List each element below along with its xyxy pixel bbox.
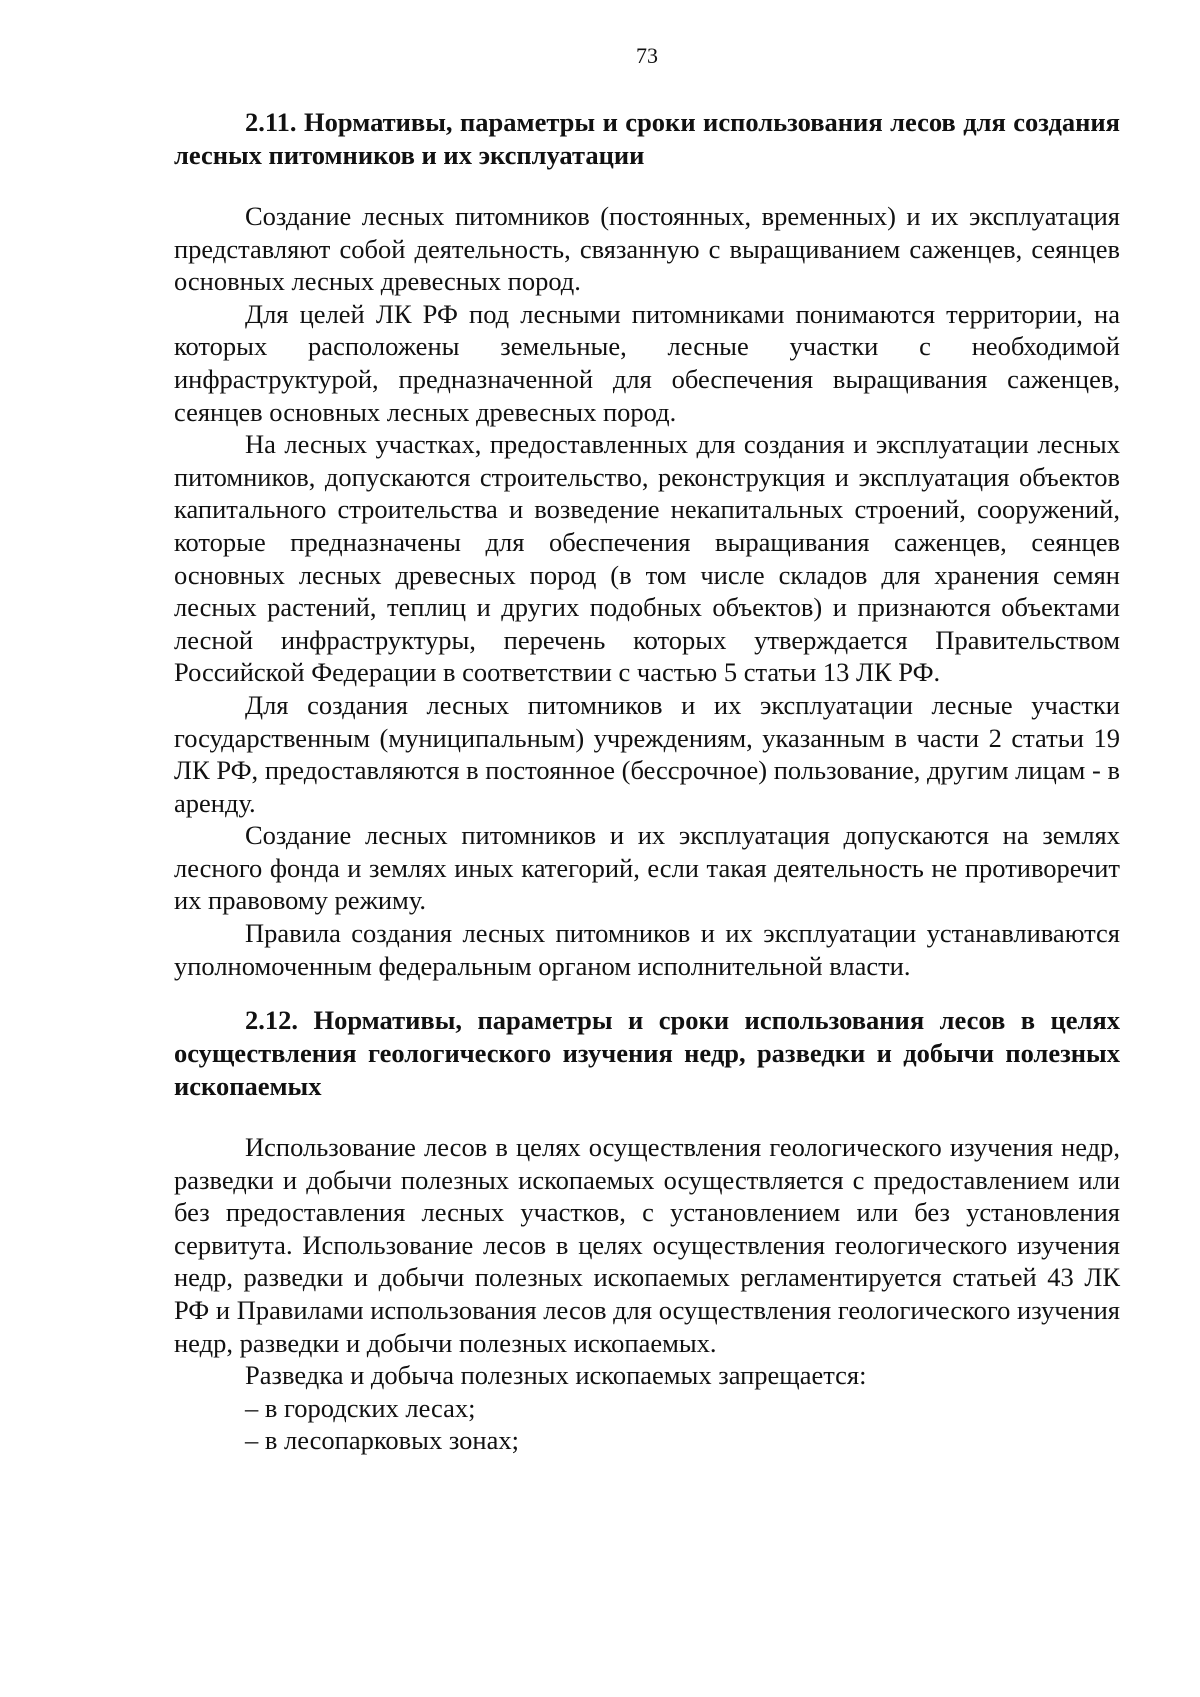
paragraph: Разведка и добыча полезных ископаемых запрещается: [245,1360,867,1391]
list-item: – в лесопарковых зонах; [245,1425,519,1456]
paragraph: Создание лесных питомников и их эксплуатация допускаются на землях лесного фонда и землях иных категорий, если такая деятельность не противоречит их правовому режиму. [174,820,1120,916]
paragraph: Для целей ЛК РФ под лесными питомниками понимаются территории, на которых расположены земельные, лесные участки с необходимой инфраструктурой, предназначенной для обеспечения выращивания саженцев, сеянцев основных лесных древесных пород. [174,298,1120,427]
section-2-12 [174,1004,1120,1457]
paragraph: Для создания лесных питомников и их эксплуатации лесные участки государственным (муниципальным) учреждениям, указанным в части 2 статьи 19 ЛК РФ, предоставляются в постоянное (бессрочное) пользование, другим лицам - в аренду. [174,689,1120,818]
section-heading: 2.12. Нормативы, параметры и сроки использования лесов в целях осуществления геологического изучения недр, разведки и добычи полезных ископаемых [174,1005,1120,1101]
paragraph: На лесных участках, предоставленных для создания и эксплуатации лесных питомников, допускаются строительство, реконструкция и эксплуатация объектов капитального строительства и возведение некапитальных строений, сооружений, которые предназначены для обеспечения выращивания саженцев, сеянцев основных лесных древесных пород (в том числе складов для хранения семян лесных растений, теплиц и других подобных объектов) и признаются объектами лесной инфраструктуры, перечень которых утверждается Правительством Российской Федерации в соответствии с частью 5 статьи 13 ЛК РФ. [174,429,1120,688]
section-heading: 2.11. Нормативы, параметры и сроки использования лесов для создания лесных питомников и их эксплуатации [174,107,1120,170]
section-2-11 [174,106,1120,982]
paragraph: Создание лесных питомников (постоянных, временных) и их эксплуатация представляют собой деятельность, связанную с выращиванием саженцев, сеянцев основных лесных древесных пород. [174,201,1120,297]
paragraph: Правила создания лесных питомников и их эксплуатации устанавливаются уполномоченным федеральным органом исполнительной власти. [174,918,1120,981]
paragraph: Использование лесов в целях осуществления геологического изучения недр, разведки и добычи полезных ископаемых осуществляется с предоставлением или без предоставления лесных участков, с установлением или без установления сервитута. Использование лесов в целях осуществления геологического изучения недр, разведки и добычи полезных ископаемых регламентируется статьей 43 ЛК РФ и Правилами использования лесов для осуществления геологического изучения недр, разведки и добычи полезных ископаемых. [174,1132,1120,1358]
page-number: 73 [636,43,658,68]
list-item: – в городских лесах; [245,1392,476,1423]
